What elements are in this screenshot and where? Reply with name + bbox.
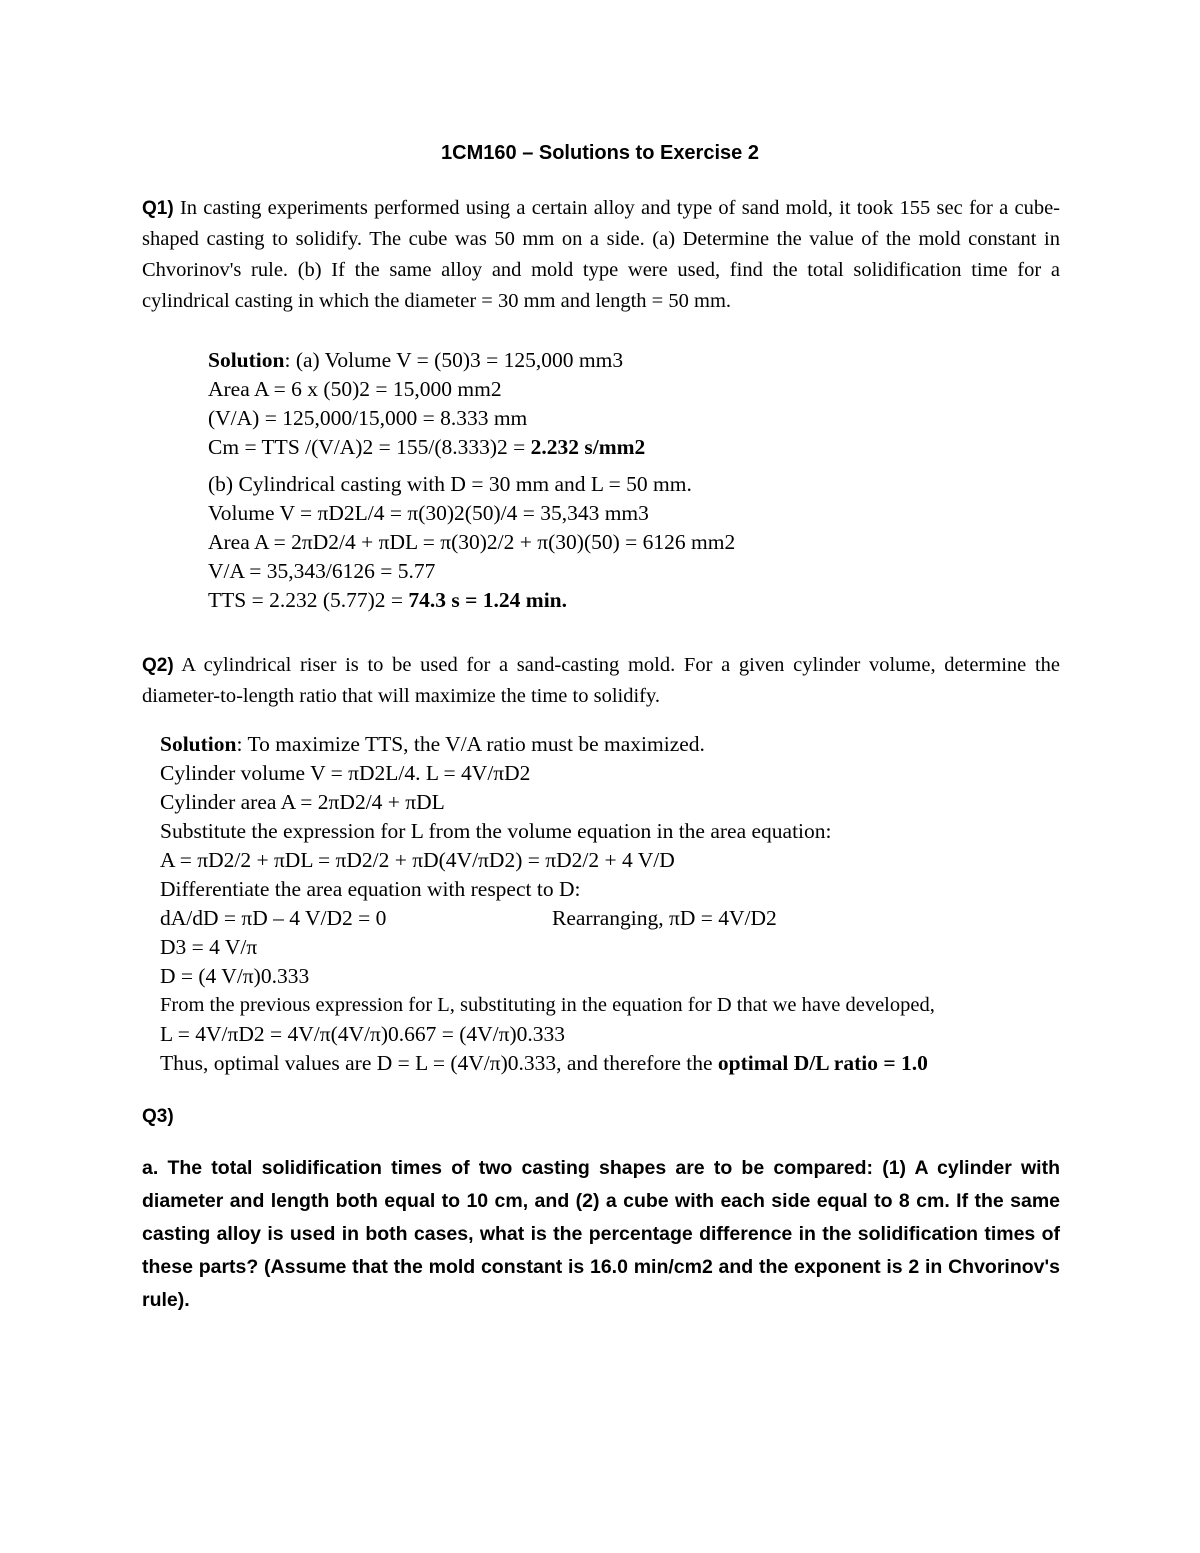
q2-sol-l4: Substitute the expression for L from the volume equation in the area equation: [160, 819, 832, 843]
q2-sol-l9: D = (4 V/π)0.333 [160, 964, 310, 988]
q1-sol-a3: (V/A) = 125,000/15,000 = 8.333 mm [208, 406, 528, 430]
q2-sol-l8: D3 = 4 V/π [160, 935, 258, 959]
q2-sol-l7b: Rearranging, πD = 4V/D2 [552, 906, 777, 930]
q1-label: Q1) [142, 198, 174, 219]
q2-sol-l11: L = 4V/πD2 = 4V/π(4V/π)0.667 = (4V/π)0.333 [160, 1022, 566, 1046]
q2-sol-l5: A = πD2/2 + πDL = πD2/2 + πD(4V/πD2) = πD2/2 + 4 V/D [160, 848, 675, 872]
q1-sol-b5: TTS = 2.232 (5.77)2 = [208, 588, 409, 612]
q1-sol-a4-result: 2.232 s/mm2 [530, 435, 646, 459]
q1-sol-b5-result: 74.3 s = 1.24 min. [408, 588, 568, 612]
q2-sol-l3: Cylinder area A = 2πD2/4 + πDL [160, 790, 445, 814]
q2-sol-l6: Differentiate the area equation with respect to D: [160, 877, 581, 901]
q2-sol-l12-result: optimal D/L ratio = 1.0 [717, 1051, 928, 1075]
q1-sol-a1: : (a) Volume V = (50)3 = 125,000 mm3 [284, 348, 624, 372]
q1-solution-label: Solution [208, 348, 285, 372]
q2-solution [160, 730, 1060, 1078]
q2-sol-l12: Thus, optimal values are D = L = (4V/π)0.333, and therefore the [160, 1051, 718, 1075]
q2-sol-l2: Cylinder volume V = πD2L/4. L = 4V/πD2 [160, 761, 531, 785]
q2-sol-l10: From the previous expression for L, substituting in the equation for D that we have developed, [160, 994, 935, 1016]
q2-sol-l7a: dA/dD = πD – 4 V/D2 = 0 [160, 906, 387, 930]
q1-solution [208, 346, 735, 615]
q2-solution-label: Solution [160, 732, 237, 756]
q2-sol-l1: : To maximize TTS, the V/A ratio must be maximized. [236, 732, 705, 756]
q1-sol-b1: (b) Cylindrical casting with D = 30 mm and L = 50 mm. [208, 472, 692, 496]
q2-question [142, 650, 1060, 712]
page-title: 1CM160 – Solutions to Exercise 2 [441, 142, 759, 164]
q1-sol-a2: Area A = 6 x (50)2 = 15,000 mm2 [208, 377, 502, 401]
q2-text: A cylindrical riser is to be used for a sand-casting mold. For a given cylinder volume, determine the diameter-to-length ratio that will maximize the time to solidify. [142, 654, 1060, 707]
q1-sol-b3: Area A = 2πD2/4 + πDL = π(30)2/2 + π(30)(50) = 6126 mm2 [208, 530, 736, 554]
q1-sol-b4: V/A = 35,343/6126 = 5.77 [208, 559, 436, 583]
q1-sol-b2: Volume V = πD2L/4 = π(30)2(50)/4 = 35,343 mm3 [208, 501, 649, 525]
q1-question [142, 193, 1060, 317]
q1-text: In casting experiments performed using a certain alloy and type of sand mold, it took 155 sec for a cube-shaped casting to solidify. The cube was 50 mm on a side. (a) Determine the value of the mold constant in Chvorinov's rule. (b) If the same alloy and mold type were used, find the total solidification time for a cylindrical casting in which the diameter = 30 mm and length = 50 mm. [142, 197, 1060, 312]
q3-question-a: a. The total solidification times of two casting shapes are to be compared: (1) A cylinder with diameter and length both equal to 10 cm, and (2) a cube with each side equal to 8 cm. If the same casting alloy is used in both cases, what is the percentage difference in the solidification times of these parts? (Assume that the mold constant is 16.0 min/cm2 and the exponent is 2 in Chvorinov's rule). [142, 1157, 1060, 1311]
q1-sol-a4: Cm = TTS /(V/A)2 = 155/(8.333)2 = [208, 435, 531, 459]
q3-label: Q3) [142, 1106, 174, 1127]
q2-label: Q2) [142, 655, 174, 676]
